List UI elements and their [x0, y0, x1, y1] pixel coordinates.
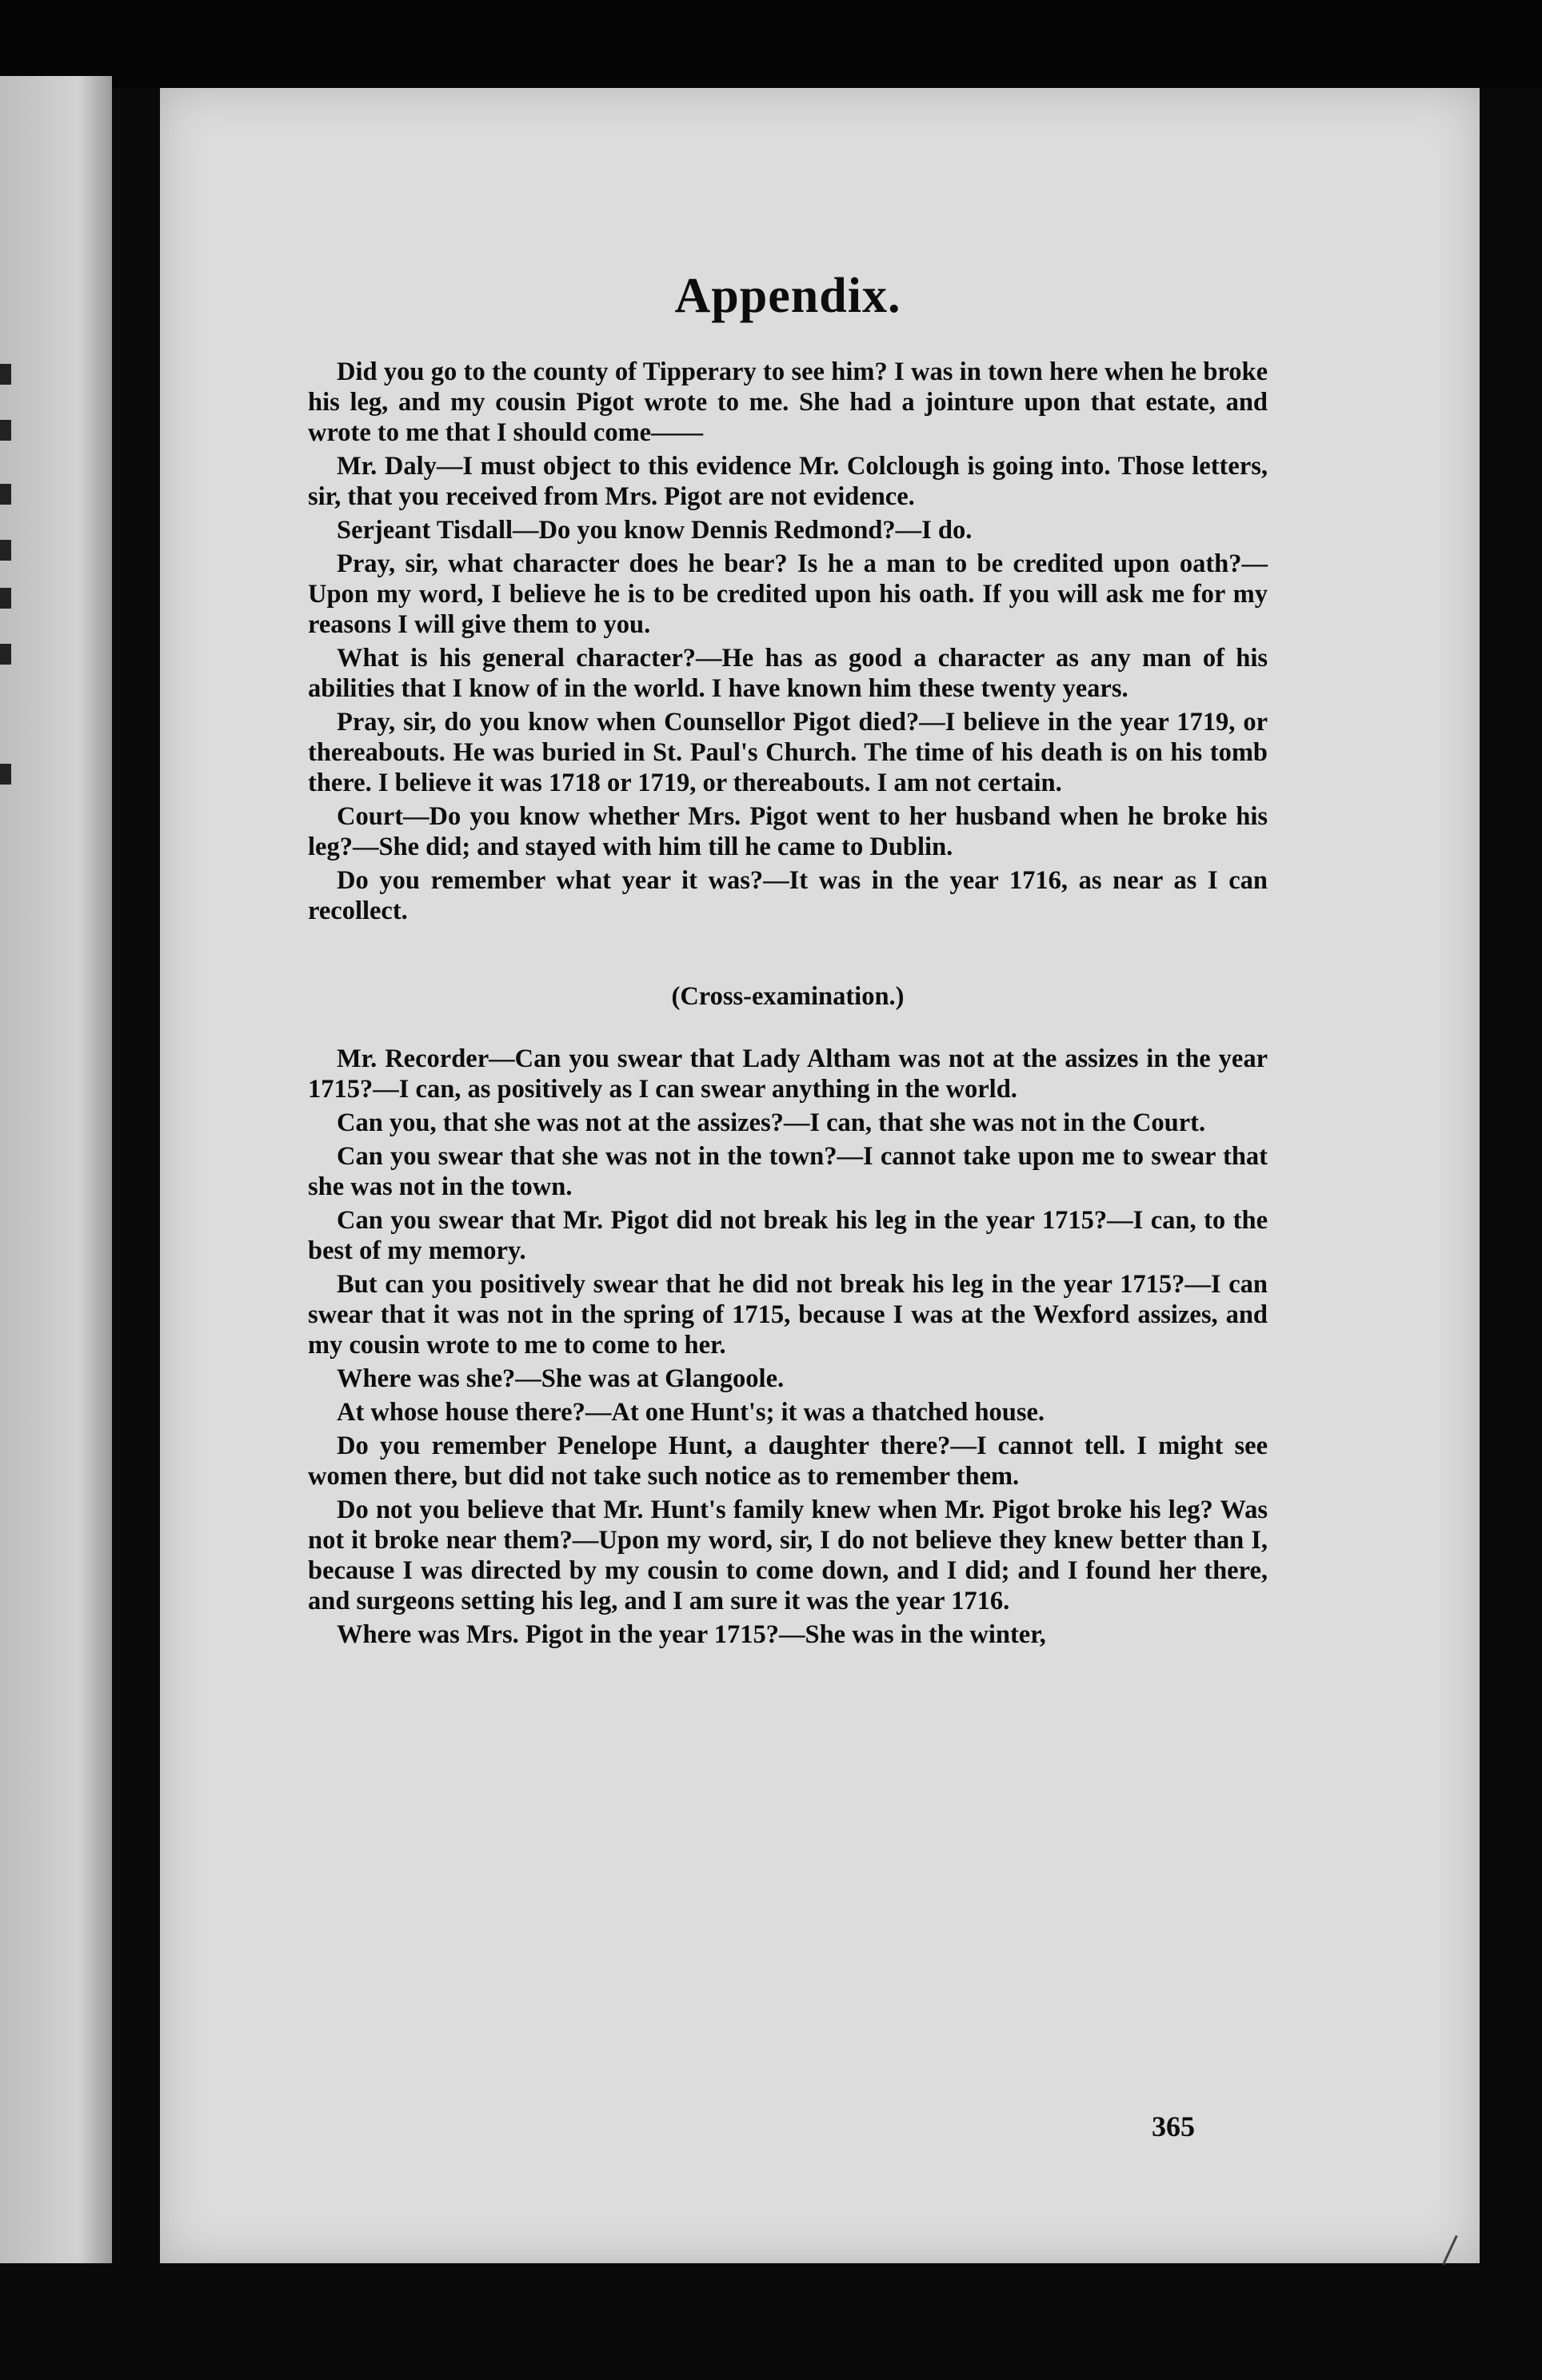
- edge-glyph-mark: [0, 764, 11, 785]
- edge-glyph-mark: [0, 364, 11, 385]
- paragraph: Court—Do you know whether Mrs. Pigot went to her husband when he broke his leg?—She did; and stayed with him till he came to Dublin.: [308, 802, 1268, 861]
- paragraph: Can you, that she was not at the assizes?—I can, that she was not in the Court.: [337, 1108, 1206, 1137]
- scan-right-border: [1480, 88, 1542, 2263]
- scan-bottom-border: [0, 2263, 1542, 2380]
- paragraph: Serjeant Tisdall—Do you know Dennis Redmond?—I do.: [337, 516, 973, 545]
- paragraph: Did you go to the county of Tipperary to see him? I was in town here when he broke his leg, and my cousin Pigot wrote to me. She had a jointure upon that estate, and wrote to me that I should come——: [308, 357, 1268, 447]
- paragraph: Can you swear that Mr. Pigot did not break his leg in the year 1715?—I can, to the best of my memory.: [308, 1206, 1268, 1265]
- paragraph: Where was she?—She was at Glangoole.: [337, 1364, 785, 1393]
- book-page: [160, 88, 1480, 2263]
- section-heading: (Cross-examination.): [671, 982, 905, 1011]
- paragraph: At whose house there?—At one Hunt's; it was a thatched house.: [337, 1398, 1045, 1427]
- paragraph: Where was Mrs. Pigot in the year 1715?—She was in the winter,: [337, 1620, 1046, 1649]
- page-number: 365: [1152, 2110, 1195, 2142]
- edge-glyph-mark: [0, 420, 11, 441]
- edge-glyph-mark: [0, 644, 11, 665]
- edge-glyph-mark: [0, 588, 11, 609]
- paragraph: Pray, sir, do you know when Counsellor Pigot died?—I believe in the year 1719, or thereabouts. He was buried in St. Paul's Church. The time of his death is on his tomb there. I believe it was 1718 or 1719, or thereabouts. I am not certain.: [308, 708, 1268, 797]
- paragraph: Do you remember Penelope Hunt, a daughter there?—I cannot tell. I might see women there, but did not take such notice as to remember them.: [308, 1432, 1268, 1491]
- adjacent-page-edge: [0, 76, 112, 2380]
- paragraph: What is his general character?—He has as good a character as any man of his abilities that I know of in the world. I have known him these twenty years.: [308, 644, 1268, 703]
- paragraph: Can you swear that she was not in the town?—I cannot take upon me to swear that she was not in the town.: [308, 1142, 1268, 1201]
- paragraph: But can you positively swear that he did not break his leg in the year 1715?—I can swear that it was not in the spring of 1715, because I was at the Wexford assizes, and my cousin wrote to me to come to her.: [308, 1270, 1268, 1360]
- paragraph: Pray, sir, what character does he bear? Is he a man to be credited upon oath?—Upon my word, I believe he is to be credited upon his oath. If you will ask me for my reasons I will give them to you.: [308, 549, 1268, 639]
- edge-glyph-mark: [0, 540, 11, 561]
- paragraph: Mr. Recorder—Can you swear that Lady Altham was not at the assizes in the year 1715?—I can, as positively as I can swear anything in the world.: [308, 1044, 1268, 1104]
- page-title: Appendix.: [674, 269, 901, 323]
- page-content: [308, 268, 1268, 1653]
- edge-glyph-mark: [0, 484, 11, 505]
- book-gutter: [112, 88, 160, 2380]
- paragraph: Mr. Daly—I must object to this evidence Mr. Colclough is going into. Those letters, sir, that you received from Mrs. Pigot are not evidence.: [308, 452, 1268, 511]
- paragraph: Do not you believe that Mr. Hunt's family knew when Mr. Pigot broke his leg? Was not it broke near them?—Upon my word, sir, I do not believe they knew better than I, because I was directed by my cousin to come down, and I did; and I found her there, and surgeons setting his leg, and I am sure it was the year 1716.: [308, 1495, 1268, 1615]
- paragraph: Do you remember what year it was?—It was in the year 1716, as near as I can recollect.: [308, 866, 1268, 925]
- scan-top-border: [0, 0, 1542, 88]
